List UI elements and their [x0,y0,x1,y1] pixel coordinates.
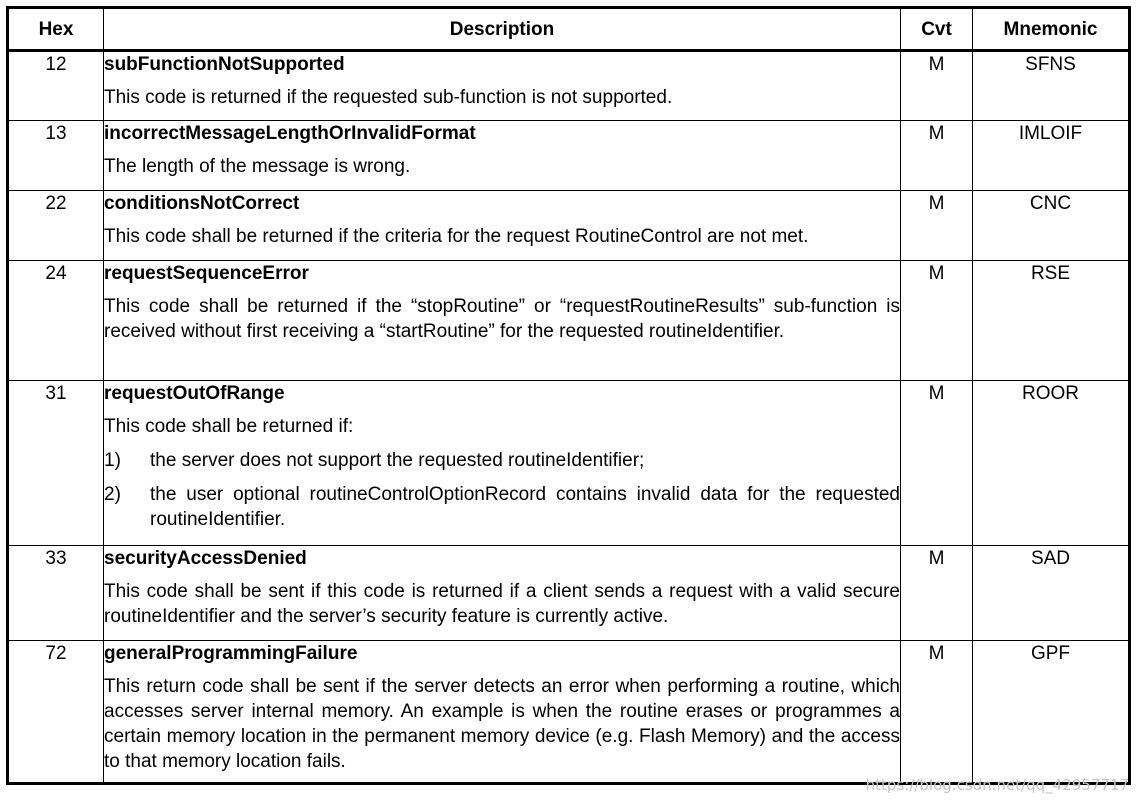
watermark-url: https://blog.csdn.net/qq_42957717 [865,776,1129,794]
table-row [8,641,1130,784]
code-name: incorrectMessageLengthOrInvalidFormat [104,123,476,144]
cvt-cell: M [901,121,973,191]
header-hex: Hex [8,8,104,51]
mnemonic-cell: RSE [973,261,1130,381]
header-description: Description [104,8,901,51]
hex-cell: 22 [8,191,104,261]
cvt-cell: M [901,261,973,381]
list-item [104,448,900,473]
description-cell [104,51,901,121]
table-row [8,261,1130,381]
table-row [8,121,1130,191]
mnemonic-cell: CNC [973,191,1130,261]
hex-cell: 33 [8,546,104,641]
code-description: This code shall be returned if the criteria for the request RoutineControl are not met. [104,226,809,247]
mnemonic-cell: GPF [973,641,1130,784]
list-item-number: 1) [104,450,121,471]
code-description: This code shall be returned if the “stopRoutine” or “requestRoutineResults” sub-function is received without first receiving a “startRoutine” for the requested routineIdentifier. [104,296,900,342]
hex-cell: 72 [8,641,104,784]
mnemonic-cell: ROOR [973,381,1130,546]
cvt-cell: M [901,51,973,121]
code-description: This code is returned if the requested sub-function is not supported. [104,87,673,108]
cvt-cell: M [901,546,973,641]
code-description: The length of the message is wrong. [104,156,411,177]
code-name: requestSequenceError [104,263,309,284]
description-cell [104,121,901,191]
condition-list [104,448,900,532]
list-item-number: 2) [104,484,121,505]
table-header-row [8,8,1130,51]
cvt-cell: M [901,381,973,546]
description-cell [104,546,901,641]
description-cell [104,381,901,546]
mnemonic-cell: SFNS [973,51,1130,121]
code-description: This code shall be returned if: [104,416,354,437]
description-cell [104,261,901,381]
header-cvt: Cvt [901,8,973,51]
cvt-cell: M [901,191,973,261]
mnemonic-cell: IMLOIF [973,121,1130,191]
code-name: requestOutOfRange [104,383,285,404]
negative-response-code-table [6,6,1131,785]
hex-cell: 12 [8,51,104,121]
code-name: conditionsNotCorrect [104,193,300,214]
table-row [8,51,1130,121]
code-name: subFunctionNotSupported [104,54,345,75]
code-description: This code shall be sent if this code is returned if a client sends a request with a valid secure routineIdentifier and the server’s security feature is currently active. [104,581,900,627]
table-row [8,191,1130,261]
hex-cell: 13 [8,121,104,191]
list-item-text: the user optional routineControlOptionRecord contains invalid data for the requested routineIdentifier. [150,484,900,530]
code-description: This return code shall be sent if the server detects an error when performing a routine, which accesses server internal memory. An example is when the routine erases or programmes a certain memory location in the permanent memory device (e.g. Flash Memory) and the access to that memory location fails. [104,676,900,772]
table-row [8,546,1130,641]
description-cell [104,191,901,261]
hex-cell: 24 [8,261,104,381]
header-mnemonic: Mnemonic [973,8,1130,51]
cvt-cell: M [901,641,973,784]
list-item [104,482,900,532]
description-cell [104,641,901,784]
list-item-text: the server does not support the requested routineIdentifier; [150,450,645,471]
code-name: securityAccessDenied [104,548,307,569]
table-row [8,381,1130,546]
code-name: generalProgrammingFailure [104,643,358,664]
mnemonic-cell: SAD [973,546,1130,641]
hex-cell: 31 [8,381,104,546]
